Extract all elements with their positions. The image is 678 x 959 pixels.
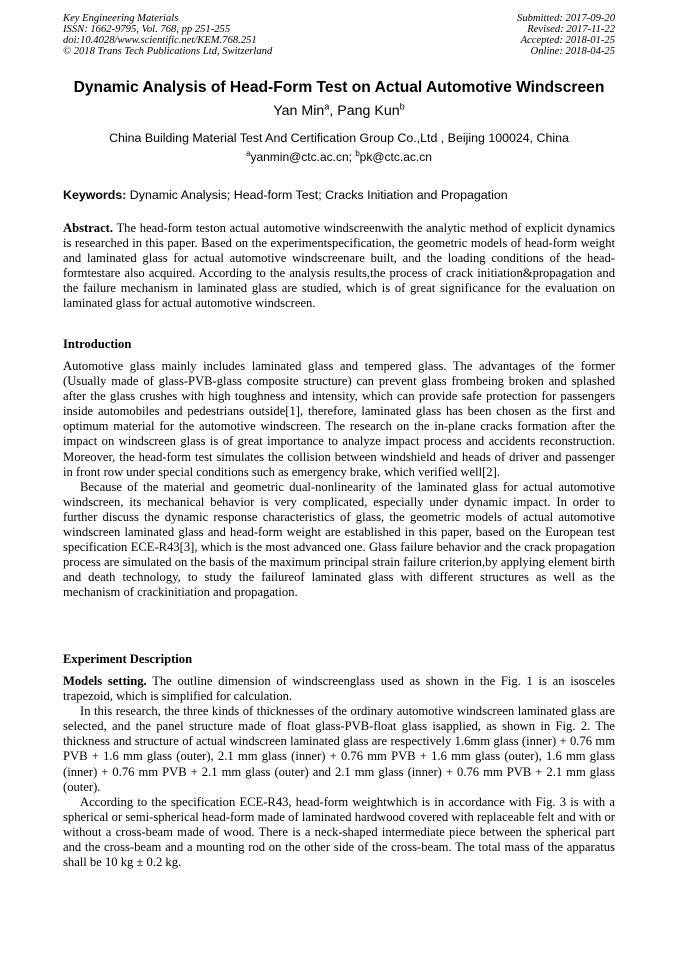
- author-email: pk@ctc.ac.cn: [359, 150, 432, 164]
- author-separator: ,: [329, 103, 338, 119]
- author-emails: [0, 150, 678, 164]
- subsection-lead: Models setting.: [63, 674, 147, 688]
- section-heading-experiment: Experiment Description: [63, 652, 193, 666]
- journal-name: Key Engineering Materials: [63, 13, 179, 24]
- email-marker: a: [246, 149, 251, 158]
- date-accepted: Accepted: 2018-01-25: [520, 35, 615, 46]
- journal-issn: ISSN: 1662-9795, Vol. 768, pp 251-255: [63, 24, 231, 35]
- introduction-body: [63, 359, 615, 601]
- experiment-body: [63, 674, 615, 870]
- author-name: Pang Kun: [337, 103, 400, 119]
- paragraph: According to the specification ECE-R43, head-form weightwhich is in accordance with Fig. 3 is with a spherical or semi-spherical head-form made of laminated hardwood covered with replaceable felt and with or without a cross-beam made of wood. There is a neck-shaped intermediate piece between the spherical part and the cross-beam and a mounting rod on the other side of the cross-beam. The total mass of the apparatus shall be 10 kg ± 0.2 kg.: [63, 794, 615, 870]
- journal-copyright: © 2018 Trans Tech Publications Ltd, Switzerland: [63, 46, 273, 57]
- date-online: Online: 2018-04-25: [530, 46, 615, 57]
- abstract: [63, 221, 615, 312]
- author-name: Yan Min: [273, 103, 325, 119]
- affiliation: China Building Material Test And Certification Group Co.,Ltd , Beijing 100024, China: [109, 131, 569, 145]
- journal-info: [63, 13, 272, 57]
- author-email: yanmin@ctc.ac.cn;: [250, 150, 356, 164]
- paragraph-text: The outline dimension of windscreenglass used as shown in the Fig. 1 is an isosceles trapezoid, which is simplified for calculation.: [63, 674, 616, 704]
- section-heading-introduction: Introduction: [63, 337, 132, 351]
- keywords-text: Dynamic Analysis; Head-form Test; Cracks Initiation and Propagation: [126, 188, 508, 202]
- keywords-label: Keywords:: [63, 188, 127, 202]
- keywords: [63, 188, 615, 202]
- paragraph: Automotive glass mainly includes laminated glass and tempered glass. The advantages of the former (Usually made of glass-PVB-glass composite structure) can prevent glass frombeing broken and splashed after the glass crushes with high toughness and intensity, which can provide safe protection for passengers inside automobiles and pedestrians outside[1], therefore, laminated glass has been chosen as the first and optimum material for the automotive windscreen. The research on the in-plane cracks formation after the impact on windscreen glass is of great importance to analyze impact process and accidents reconstruction. Moreover, the head-form test simulates the collision between windshield and heads of driver and passenger in front row under special conditions such as emergency brake, which verified well[2].: [63, 359, 615, 479]
- journal-doi: doi:10.4028/www.scientific.net/KEM.768.251: [63, 35, 257, 46]
- author-affil-marker: b: [399, 101, 405, 112]
- submission-dates: [517, 13, 615, 57]
- date-submitted: Submitted: 2017-09-20: [517, 13, 615, 24]
- email-marker: b: [355, 149, 360, 158]
- abstract-label: Abstract.: [63, 221, 114, 235]
- author-affil-marker: a: [324, 101, 330, 112]
- abstract-text: The head-form teston actual automotive windscreenwith the analytic method of explicit dynamics is researched in this paper. Based on the experimentspecification, the geometric models of head-form weight and laminated glass for actual automotive windscreenare built, and the loading conditions of the head-formtestare also acquired. According to the analysis results,the process of crack initiation&propagation and the failure mechanism in laminated glass are studied, which is of great significance for the evaluation on laminated glass for actual automotive windscreen.: [63, 221, 615, 311]
- date-revised: Revised: 2017-11-22: [527, 24, 615, 35]
- author-list: [0, 103, 678, 119]
- paragraph: In this research, the three kinds of thicknesses of the ordinary automotive windscreen laminated glass are selected, and the panel structure made of float glass-PVB-float glass isapplied, as shown in Fig. 2. The thickness and structure of actual windscreen laminated glass are respectively 1.6mm glass (inner) + 0.76 mm PVB + 1.6 mm glass (outer), 2.1 mm glass (inner) + 0.76 mm PVB + 1.6 mm glass (outer), 1.6 mm glass (inner) + 0.76 mm PVB + 2.1 mm glass (outer) and 2.1 mm glass (inner) + 0.76 mm PVB + 2.1 mm glass (outer).: [63, 704, 615, 794]
- paper-title: Dynamic Analysis of Head-Form Test on Actual Automotive Windscreen: [73, 79, 605, 96]
- paragraph: Because of the material and geometric dual-nonlinearity of the laminated glass for actual automotive windscreen, its mechanical behavior is very complicated, especially under dynamic impact. In order to further discuss the dynamic response characteristics of glass, the geometric models of actual automotive windscreen laminated glass and head-form weight are established in this paper, based on the European test specification ECE-R43[3], which is the most advanced one. Glass failure behavior and the crack propagation process are simulated on the basis of the maximum principal strain failure criterion,by applying element birth and death technology, to study the failureof laminated glass with different structures as well as the mechanism of crackinitiation and propagation.: [63, 479, 615, 600]
